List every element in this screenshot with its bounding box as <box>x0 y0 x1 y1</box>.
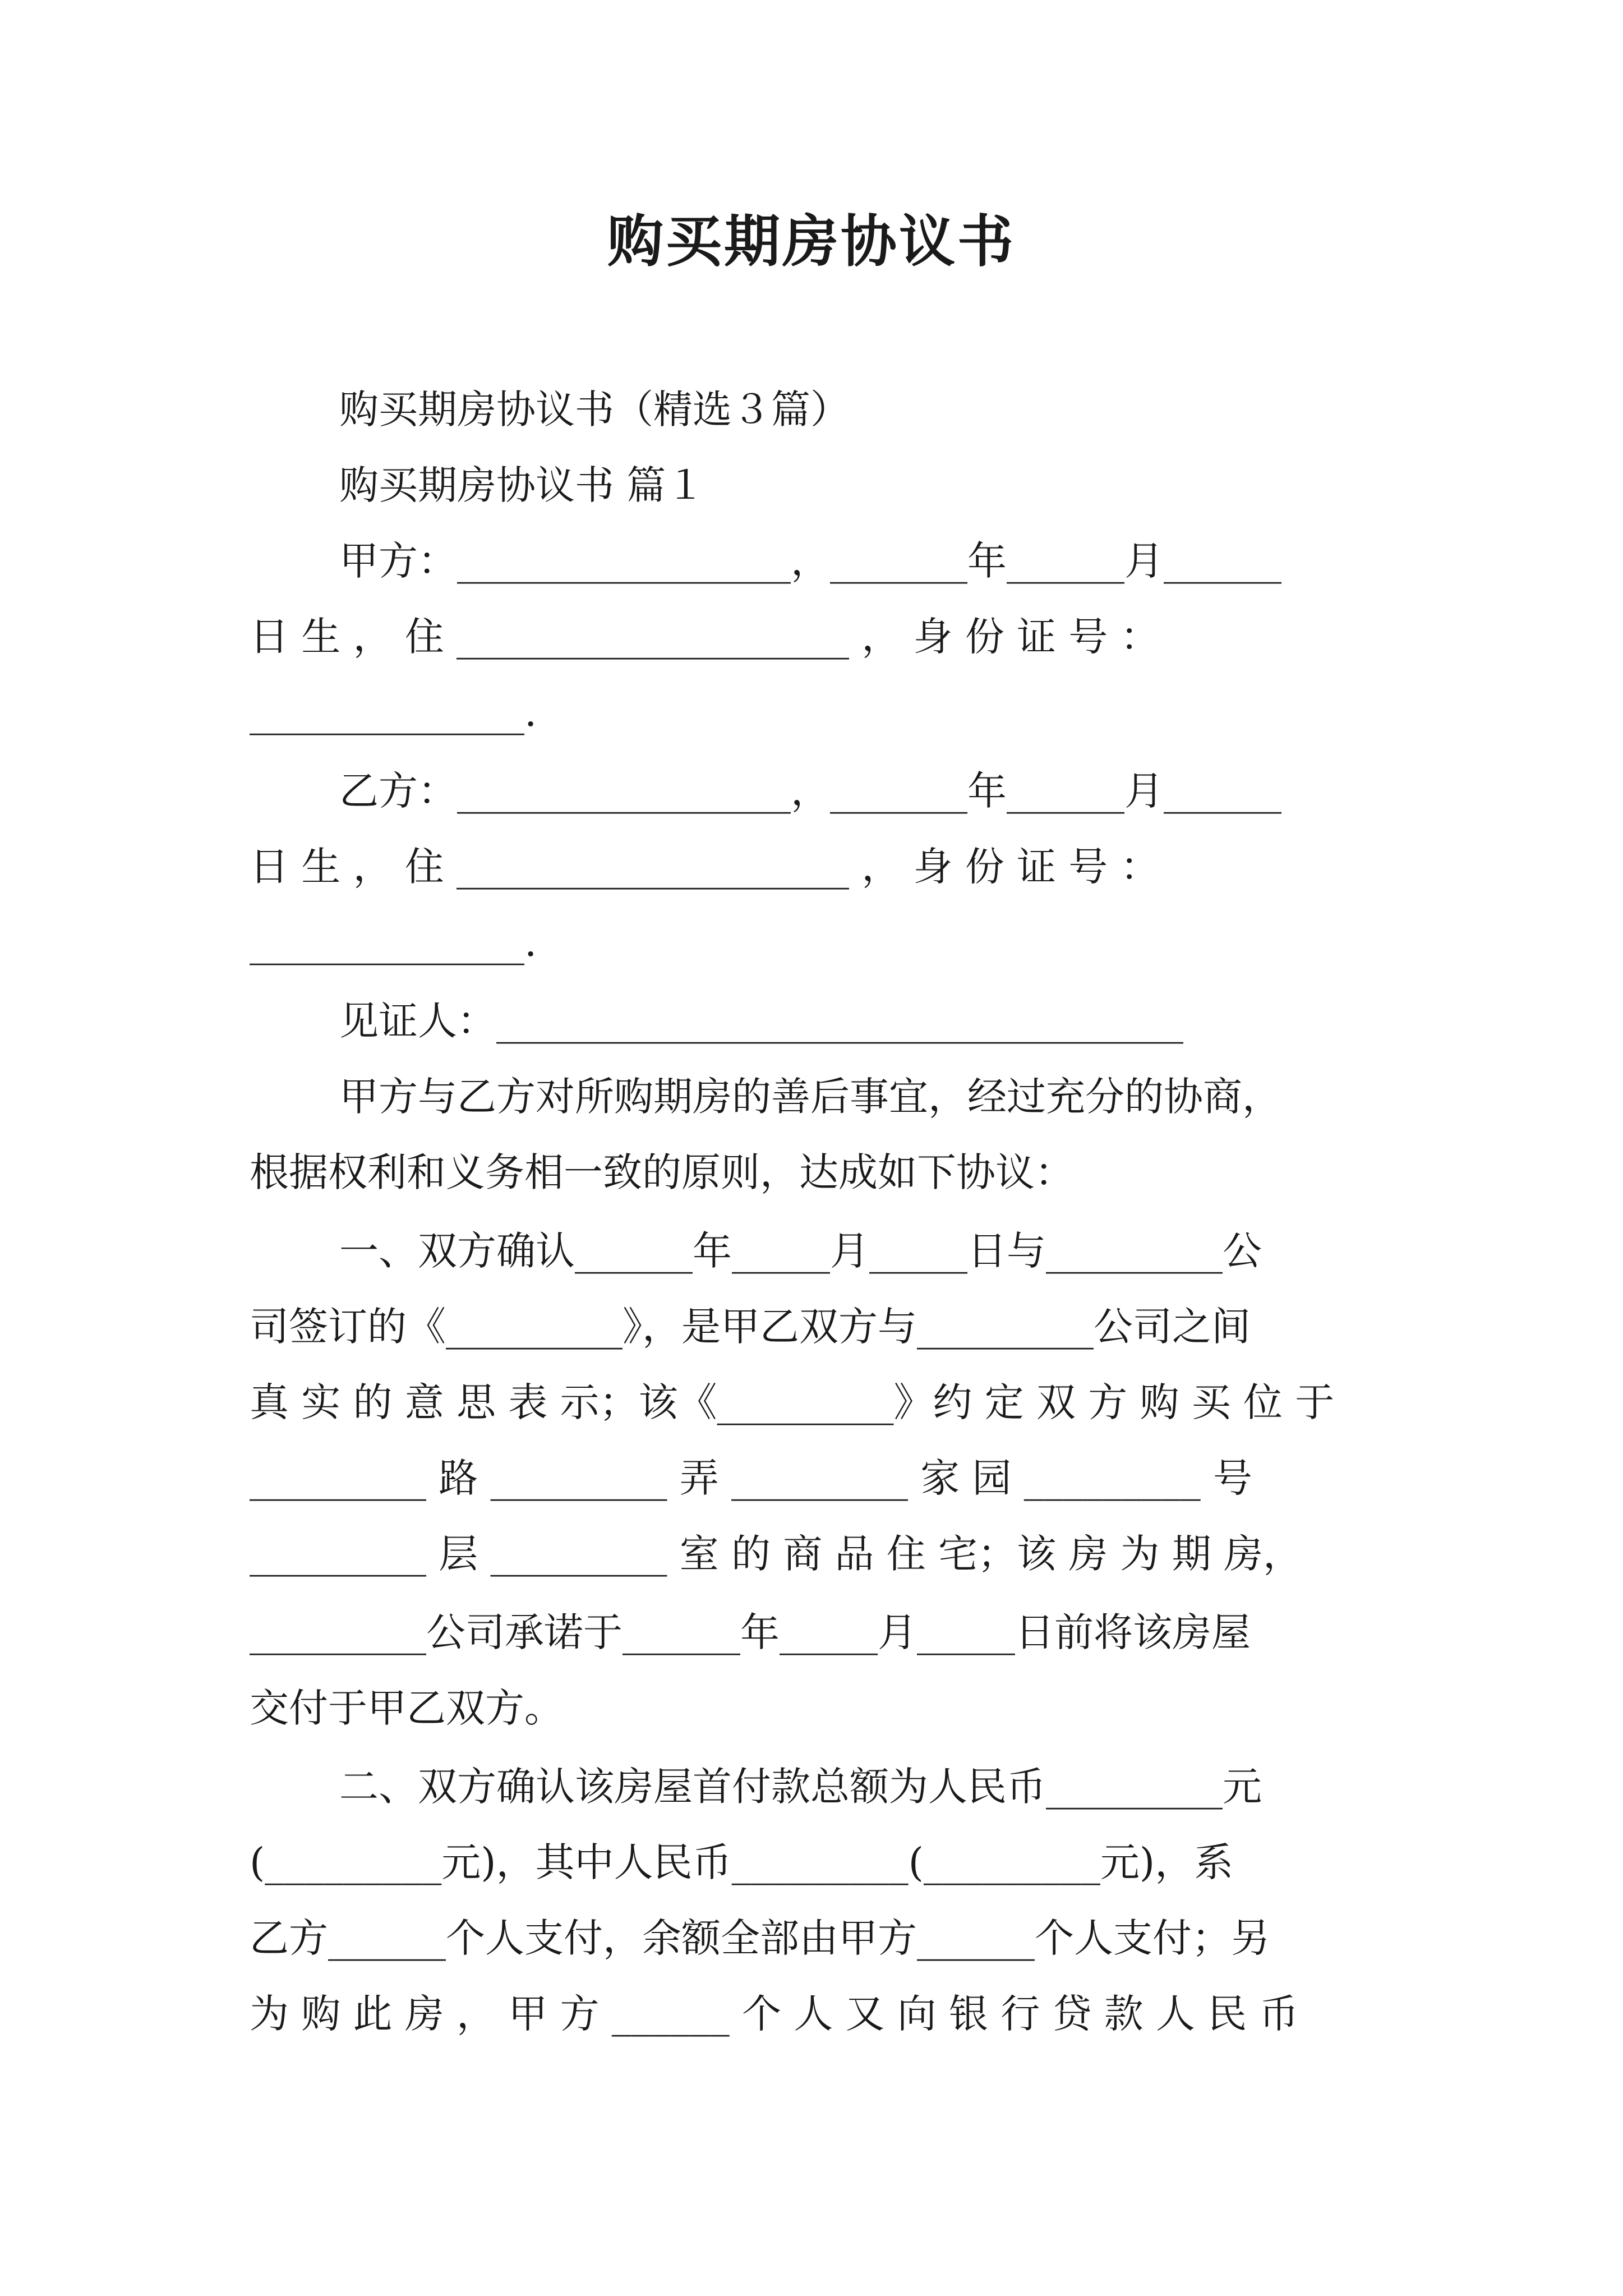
paragraph-line: 为 购 此 房 ， 甲 方 ______ 个 人 又 向 银 行 贷 款 人 民 币 <box>250 1991 1299 2037</box>
party-a-line: 甲方：_________________，_______年______月______ <box>339 538 1281 584</box>
paragraph-line: 二、双方确认该房屋首付款总额为人民币_________元 <box>339 1764 1262 1810</box>
paragraph-line: _________ 层 _________ 室 的 商 品 住 宅；该 房 为 期 房， <box>250 1531 1303 1577</box>
paragraph-line: 交付于甲乙双方。 <box>250 1685 564 1731</box>
document-title: 购买期房协议书 <box>607 208 1016 274</box>
paragraph-line: _________公司承诺于______年_____月_____日前将该房屋 <box>250 1609 1251 1655</box>
paragraph-line: _________ 路 _________ 弄 _________ 家 园 _________ 号 <box>250 1455 1253 1501</box>
party-b-id-line: ______________. <box>250 919 537 965</box>
paragraph-line: 司签订的《_________》，是甲乙双方与_________公司之间 <box>250 1304 1251 1350</box>
paragraph-line: 根据权利和义务相一致的原则，达成如下协议： <box>250 1149 1074 1195</box>
party-b-line: 乙方：_________________，_______年______月______ <box>339 768 1281 814</box>
section-heading: 购买期房协议书 篇１ <box>339 462 706 508</box>
paragraph-line: 真 实 的 意 思 表 示；该《_________》约 定 双 方 购 买 位 于 <box>250 1379 1335 1425</box>
paragraph-line: 乙方______个人支付，余额全部由甲方______个人支付；另 <box>250 1915 1270 1961</box>
party-b-address-line: 日 生 ， 住 ____________________ ， 身 份 证 号 ： <box>250 844 1160 890</box>
paragraph-line: 一、双方确认______年_____月_____日与_________公 <box>339 1228 1262 1274</box>
paragraph-line: 甲方与乙方对所购期房的善后事宜，经过充分的协商， <box>339 1074 1281 1120</box>
paragraph-line: (_________元)，其中人民币_________(_________元)，系 <box>250 1839 1234 1885</box>
party-a-address-line: 日 生 ， 住 ____________________ ， 身 份 证 号 ： <box>250 614 1160 660</box>
subtitle-line: 购买期房协议书（精选３篇） <box>339 386 850 432</box>
witness-line: 见证人：___________________________________ <box>339 998 1183 1044</box>
party-a-id-line: ______________. <box>250 689 537 735</box>
